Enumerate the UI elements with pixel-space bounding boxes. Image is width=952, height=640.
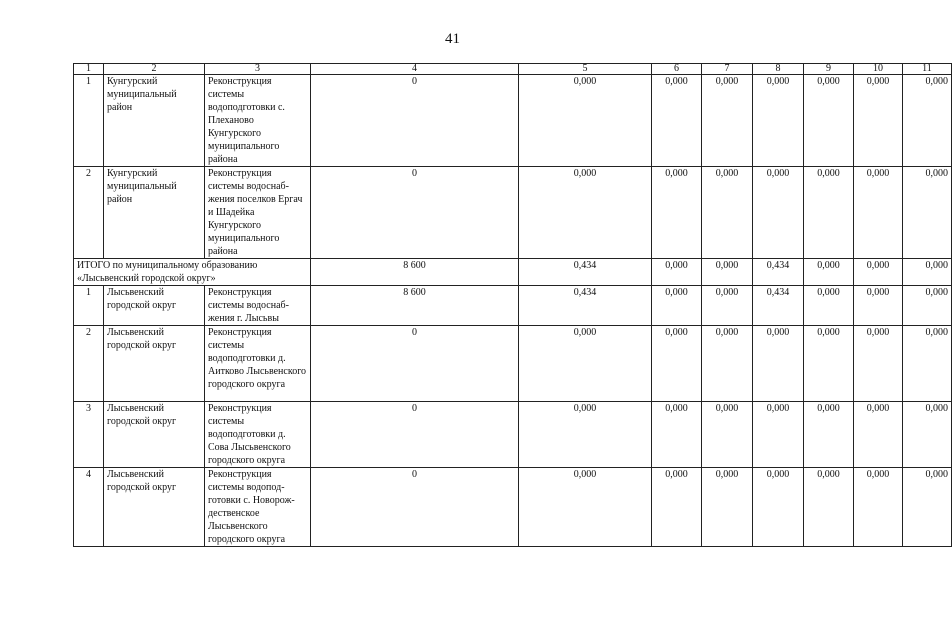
value-cell: 0,000	[652, 75, 702, 167]
table-row	[74, 75, 952, 167]
district-cell: Лысьвенский городской округ	[104, 326, 205, 402]
value-cell: 0,000	[804, 75, 854, 167]
district-cell: Лысьвенский городской округ	[104, 286, 205, 326]
table-row	[74, 468, 952, 547]
value-cell: 0,000	[804, 286, 854, 326]
value-cell: 0,000	[804, 326, 854, 402]
table-row	[74, 402, 952, 468]
column-header: 10	[854, 64, 903, 75]
column-header: 11	[903, 64, 952, 75]
district-cell: Лысьвенский городской округ	[104, 468, 205, 547]
value-cell: 0,000	[753, 326, 804, 402]
value-cell: 0,000	[702, 167, 753, 259]
value-cell: 0,000	[903, 167, 952, 259]
column-header: 6	[652, 64, 702, 75]
value-cell: 0,000	[854, 326, 903, 402]
value-cell: 0,000	[854, 167, 903, 259]
column-header: 3	[205, 64, 311, 75]
column-header: 8	[753, 64, 804, 75]
district-cell: Лысьвенский городской округ	[104, 402, 205, 468]
value-cell: 0,000	[519, 402, 652, 468]
project-cell: Реконструкция системы водоподготовки с. Плеханово Кунгурского муниципального района	[205, 75, 311, 167]
value-cell: 0,000	[702, 286, 753, 326]
value-cell: 0,000	[903, 259, 952, 286]
column-header: 9	[804, 64, 854, 75]
column-header: 7	[702, 64, 753, 75]
value-cell: 0,000	[519, 326, 652, 402]
value-cell: 0,000	[804, 402, 854, 468]
value-cell: 0,000	[519, 167, 652, 259]
value-cell: 0,000	[652, 259, 702, 286]
value-cell: 0,000	[804, 259, 854, 286]
value-cell: 0,000	[652, 286, 702, 326]
value-cell: 0,000	[702, 402, 753, 468]
project-cell: Реконструкция системы водоподготовки д. Сова Лысьвенского городского округа	[205, 402, 311, 468]
column-header: 1	[74, 64, 104, 75]
row-number: 3	[74, 402, 104, 468]
value-cell: 0,000	[652, 468, 702, 547]
value-cell: 0,000	[854, 286, 903, 326]
row-number: 2	[74, 167, 104, 259]
value-cell: 0,000	[804, 167, 854, 259]
data-table	[73, 63, 952, 547]
row-number: 1	[74, 75, 104, 167]
value-cell: 0,000	[753, 402, 804, 468]
value-cell: 0,000	[854, 402, 903, 468]
value-cell: 0,434	[519, 259, 652, 286]
value-cell: 0,000	[804, 468, 854, 547]
table-row	[74, 167, 952, 259]
district-cell: Кунгурский муниципальный район	[104, 167, 205, 259]
value-cell: 8 600	[311, 286, 519, 326]
value-cell: 0,000	[854, 75, 903, 167]
page-number: 41	[445, 31, 460, 47]
row-number: 2	[74, 326, 104, 402]
value-cell: 8 600	[311, 259, 519, 286]
value-cell: 0	[311, 75, 519, 167]
column-header: 2	[104, 64, 205, 75]
value-cell: 0,000	[854, 468, 903, 547]
value-cell: 0,000	[519, 75, 652, 167]
value-cell: 0,000	[903, 326, 952, 402]
value-cell: 0,000	[753, 75, 804, 167]
value-cell: 0,000	[903, 468, 952, 547]
project-cell: Реконструкция системы водоподготовки д. Аитково Лысьвенского городского округа	[205, 326, 311, 402]
table-row	[74, 326, 952, 402]
value-cell: 0,000	[753, 167, 804, 259]
total-label: ИТОГО по муниципальному образованию «Лысьвенский городской округ»	[74, 259, 311, 286]
column-header: 5	[519, 64, 652, 75]
table-row	[74, 286, 952, 326]
value-cell: 0,000	[702, 259, 753, 286]
district-cell: Кунгурский муниципальный район	[104, 75, 205, 167]
row-number: 1	[74, 286, 104, 326]
project-cell: Реконструкция системы водоснаб-жения поселков Ергач и Шадейка Кунгурского муниципального района	[205, 167, 311, 259]
row-number: 4	[74, 468, 104, 547]
value-cell: 0,000	[702, 468, 753, 547]
total-row	[74, 259, 952, 286]
project-cell: Реконструкция системы водоснаб-жения г. Лысьвы	[205, 286, 311, 326]
value-cell: 0,000	[652, 326, 702, 402]
value-cell: 0	[311, 167, 519, 259]
project-cell: Реконструкция системы водопод-готовки с. Новорож-дественское Лысьвенского городского округа	[205, 468, 311, 547]
value-cell: 0,000	[854, 259, 903, 286]
value-cell: 0	[311, 468, 519, 547]
value-cell: 0,434	[753, 286, 804, 326]
value-cell: 0,000	[903, 402, 952, 468]
value-cell: 0,000	[903, 75, 952, 167]
value-cell: 0,000	[903, 286, 952, 326]
value-cell: 0,000	[753, 468, 804, 547]
value-cell: 0,000	[702, 326, 753, 402]
value-cell: 0,000	[519, 468, 652, 547]
value-cell: 0,434	[753, 259, 804, 286]
value-cell: 0,434	[519, 286, 652, 326]
value-cell: 0	[311, 326, 519, 402]
column-header: 4	[311, 64, 519, 75]
value-cell: 0	[311, 402, 519, 468]
value-cell: 0,000	[652, 167, 702, 259]
value-cell: 0,000	[702, 75, 753, 167]
value-cell: 0,000	[652, 402, 702, 468]
table-header-row	[74, 64, 952, 75]
